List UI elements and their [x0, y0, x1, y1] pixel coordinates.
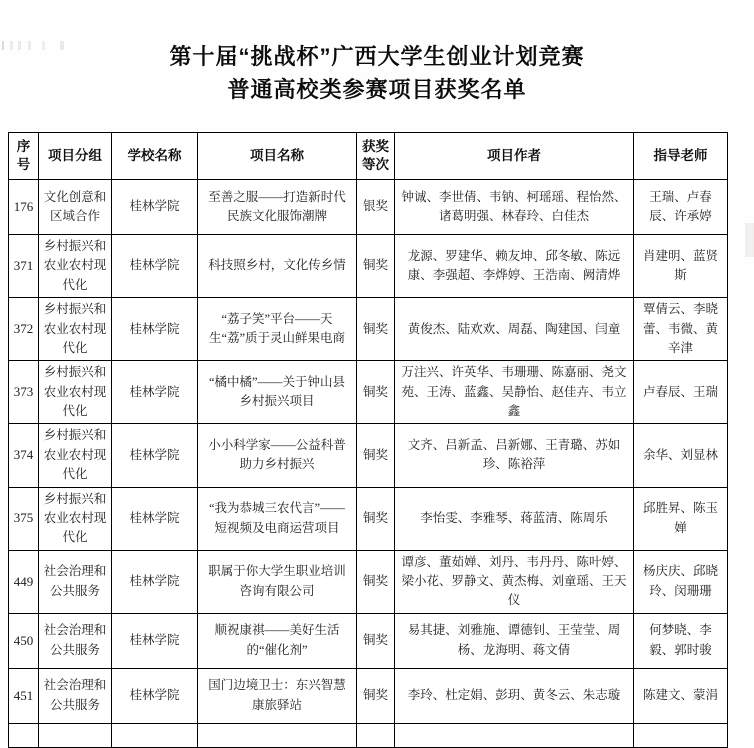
document-title [0, 40, 754, 106]
cell-project: 职属于你大学生职业培训咨询有限公司 [198, 550, 357, 613]
column-header-no: 序号 [9, 133, 39, 180]
cell-project: 国门边境卫士：东兴智慧康旅驿站 [198, 668, 357, 723]
cell-group-empty [39, 723, 112, 747]
cell-group: 社会治理和公共服务 [39, 550, 112, 613]
cell-project: “我为恭城三农代言”——短视频及电商运营项目 [198, 487, 357, 550]
cell-award: 铜奖 [357, 613, 395, 668]
cell-authors: 易其捷、刘雅施、谭德钊、王莹莹、周杨、龙海明、蒋文倩 [395, 613, 634, 668]
cell-authors: 文齐、吕新孟、吕新娜、王青璐、苏如珍、陈裕萍 [395, 424, 634, 487]
table-header-row [9, 133, 728, 180]
cell-advisors: 王瑞、卢春辰、许承婷 [634, 180, 728, 235]
cell-school: 桂林学院 [112, 550, 198, 613]
cell-advisors-empty [634, 723, 728, 747]
cell-award: 银奖 [357, 180, 395, 235]
title-line-1: 第十届“挑战杯”广西大学生创业计划竞赛 [169, 44, 585, 69]
cell-award: 铜奖 [357, 668, 395, 723]
cell-award: 铜奖 [357, 487, 395, 550]
table-row [9, 550, 728, 613]
cell-school: 桂林学院 [112, 235, 198, 298]
cell-award: 铜奖 [357, 424, 395, 487]
cell-authors-empty [395, 723, 634, 747]
column-header-project: 项目名称 [198, 133, 357, 180]
cell-school: 桂林学院 [112, 298, 198, 361]
table-row [9, 361, 728, 424]
table-row [9, 668, 728, 723]
cell-project: 顺祝康祺——美好生活的“催化剂” [198, 613, 357, 668]
cell-advisors: 何梦晓、李毅、郭时骏 [634, 613, 728, 668]
cell-group: 乡村振兴和农业农村现代化 [39, 424, 112, 487]
cell-authors: 谭彦、董茹婵、刘丹、韦丹丹、陈叶婷、梁小花、罗静文、黄杰梅、刘童瑶、王天仪 [395, 550, 634, 613]
scan-edge-smudge [745, 223, 754, 257]
cell-advisors: 余华、刘显林 [634, 424, 728, 487]
table-row [9, 180, 728, 235]
cell-authors: 万注兴、许英华、韦珊珊、陈嘉丽、尧文苑、王涛、蓝鑫、吴静怡、赵佳卉、韦立鑫 [395, 361, 634, 424]
cell-authors: 黄俊杰、陆欢欢、周磊、陶建国、闫童 [395, 298, 634, 361]
column-header-group: 项目分组 [39, 133, 112, 180]
cell-advisors: 肖建明、蓝贤斯 [634, 235, 728, 298]
cell-school: 桂林学院 [112, 487, 198, 550]
cell-no: 372 [9, 298, 39, 361]
cell-authors: 李怡雯、李雅琴、蒋蓝清、陈周乐 [395, 487, 634, 550]
cell-no: 450 [9, 613, 39, 668]
cell-authors: 李玲、杜定娟、彭玥、黄冬云、朱志璇 [395, 668, 634, 723]
column-header-authors: 项目作者 [395, 133, 634, 180]
cell-advisors: 邱胜昇、陈玉婵 [634, 487, 728, 550]
cell-award: 铜奖 [357, 361, 395, 424]
cell-school: 桂林学院 [112, 424, 198, 487]
cell-no: 451 [9, 668, 39, 723]
cell-no: 371 [9, 235, 39, 298]
cell-award: 铜奖 [357, 550, 395, 613]
cell-group: 社会治理和公共服务 [39, 668, 112, 723]
cell-group: 乡村振兴和农业农村现代化 [39, 487, 112, 550]
cell-school: 桂林学院 [112, 668, 198, 723]
cell-award: 铜奖 [357, 235, 395, 298]
table-row [9, 424, 728, 487]
title-line-2: 普通高校类参赛项目获奖名单 [227, 77, 527, 102]
column-header-award: 获奖等次 [357, 133, 395, 180]
cell-no: 374 [9, 424, 39, 487]
cell-advisors: 覃倩云、李晓蕾、韦微、黄辛津 [634, 298, 728, 361]
cell-project: 科技照乡村，文化传乡情 [198, 235, 357, 298]
cell-authors: 龙源、罗建华、赖友坤、邱冬敏、陈远康、李强超、李烨婷、王浩南、阙清烨 [395, 235, 634, 298]
cell-group: 乡村振兴和农业农村现代化 [39, 235, 112, 298]
cell-group: 文化创意和区域合作 [39, 180, 112, 235]
cell-advisors: 卢春辰、王瑞 [634, 361, 728, 424]
cell-award-empty [357, 723, 395, 747]
cell-no: 375 [9, 487, 39, 550]
cell-project: 小小科学家——公益科普助力乡村振兴 [198, 424, 357, 487]
cell-group: 乡村振兴和农业农村现代化 [39, 298, 112, 361]
cell-authors: 钟诚、李世倩、韦钠、柯瑶瑶、程怡然、诸葛明强、林春玲、白佳杰 [395, 180, 634, 235]
cell-project: “橘中橘”——关于钟山县乡村振兴项目 [198, 361, 357, 424]
document-page [0, 40, 754, 735]
cell-school: 桂林学院 [112, 361, 198, 424]
scan-corner-artifact [2, 41, 98, 50]
cell-project: “荔子笑”平台——天生“荔”质于灵山鲜果电商 [198, 298, 357, 361]
table-row-partial [9, 723, 728, 747]
cell-no-empty [9, 723, 39, 747]
cell-no: 176 [9, 180, 39, 235]
cell-no: 373 [9, 361, 39, 424]
column-header-advisors: 指导老师 [634, 133, 728, 180]
cell-award: 铜奖 [357, 298, 395, 361]
cell-project: 至善之服——打造新时代民族文化服饰潮牌 [198, 180, 357, 235]
awards-table [8, 132, 728, 748]
cell-school: 桂林学院 [112, 180, 198, 235]
table-row [9, 235, 728, 298]
column-header-school: 学校名称 [112, 133, 198, 180]
cell-no: 449 [9, 550, 39, 613]
table-row [9, 298, 728, 361]
cell-group: 乡村振兴和农业农村现代化 [39, 361, 112, 424]
cell-school-empty [112, 723, 198, 747]
cell-project-empty [198, 723, 357, 747]
table-row [9, 613, 728, 668]
cell-advisors: 陈建文、蒙涓 [634, 668, 728, 723]
table-row [9, 487, 728, 550]
cell-group: 社会治理和公共服务 [39, 613, 112, 668]
cell-advisors: 杨庆庆、邱晓玲、闵珊珊 [634, 550, 728, 613]
cell-school: 桂林学院 [112, 613, 198, 668]
